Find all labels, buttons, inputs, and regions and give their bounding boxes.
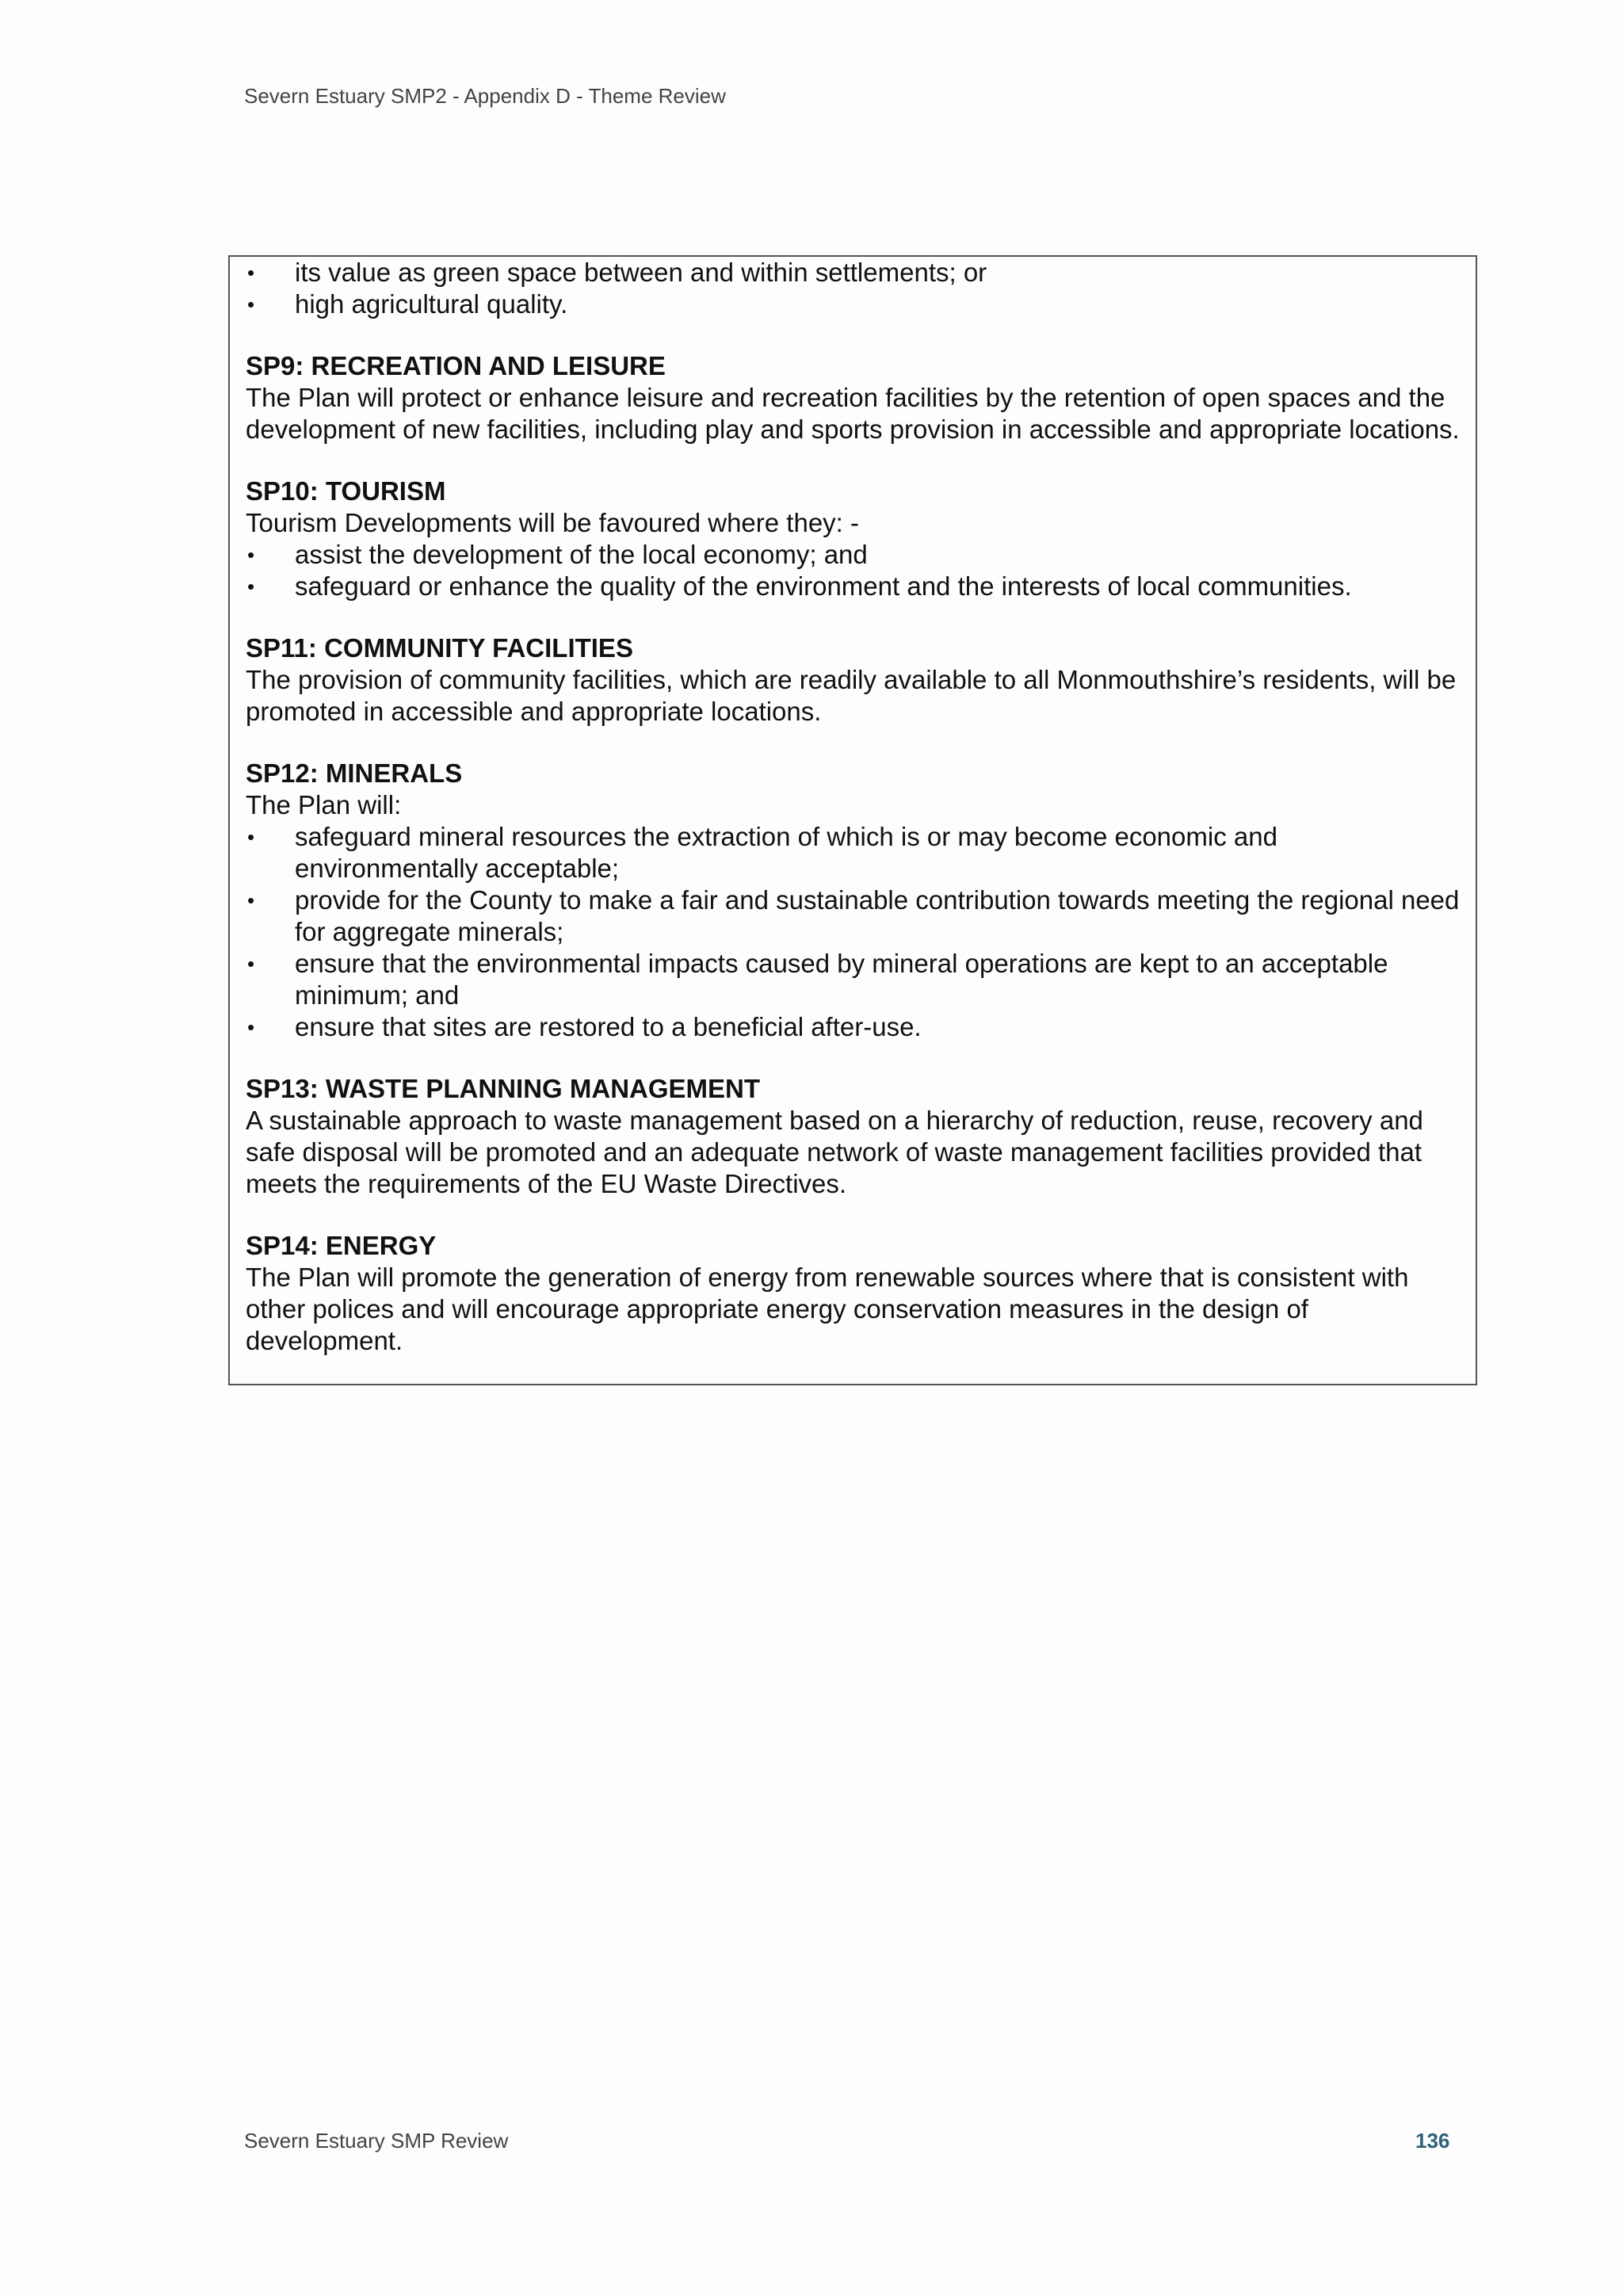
intro-bullet-list [246,257,1461,320]
section-body: The Plan will: [246,790,402,819]
running-header: Severn Estuary SMP2 - Appendix D - Theme Review [244,84,726,108]
section-sp9 [246,350,1461,445]
list-item: • provide for the County to make a fair and sustainable contribution towards meeting the regional need for aggregate minerals; [246,884,1461,948]
page-number: 136 [1415,2129,1450,2153]
section-title: SP12: MINERALS [246,758,463,788]
section-sp10 [246,476,1461,602]
bullet-list [246,821,1461,1043]
section-body: The Plan will protect or enhance leisure and recreation facilities by the retention of open spaces and the development of new facilities, including play and sports provision in accessible and appropriate locations. [246,383,1460,444]
section-title: SP11: COMMUNITY FACILITIES [246,633,633,663]
policy-box [228,255,1477,1385]
list-item: • safeguard or enhance the quality of the environment and the interests of local communities. [246,571,1461,602]
running-footer: Severn Estuary SMP Review [244,2129,509,2153]
list-item: • assist the development of the local economy; and [246,539,1461,571]
section-sp14 [246,1230,1461,1357]
list-item: • ensure that the environmental impacts caused by mineral operations are kept to an acceptable minimum; and [246,948,1461,1011]
section-body: The provision of community facilities, which are readily available to all Monmouthshire’s residents, will be promoted in accessible and appropriate locations. [246,665,1457,726]
section-body: The Plan will promote the generation of energy from renewable sources where that is consistent with other polices and will encourage appropriate energy conservation measures in the design of development. [246,1263,1409,1355]
list-item: • high agricultural quality. [246,288,1461,320]
list-item: • safeguard mineral resources the extraction of which is or may become economic and environmentally acceptable; [246,821,1461,884]
section-title: SP14: ENERGY [246,1231,437,1260]
section-title: SP10: TOURISM [246,476,446,506]
section-body: A sustainable approach to waste management based on a hierarchy of reduction, reuse, recovery and safe disposal will be promoted and an adequate network of waste management facilities provided that meets the requirements of the EU Waste Directives. [246,1106,1423,1198]
section-title: SP9: RECREATION AND LEISURE [246,351,666,380]
section-sp11 [246,632,1461,728]
section-sp12 [246,758,1461,1043]
section-sp13 [246,1073,1461,1200]
bullet-list [246,539,1461,602]
section-body: Tourism Developments will be favoured where they: - [246,508,860,537]
list-item: • its value as green space between and within settlements; or [246,257,1461,288]
section-title: SP13: WASTE PLANNING MANAGEMENT [246,1074,761,1103]
list-item: • ensure that sites are restored to a beneficial after-use. [246,1011,1461,1043]
